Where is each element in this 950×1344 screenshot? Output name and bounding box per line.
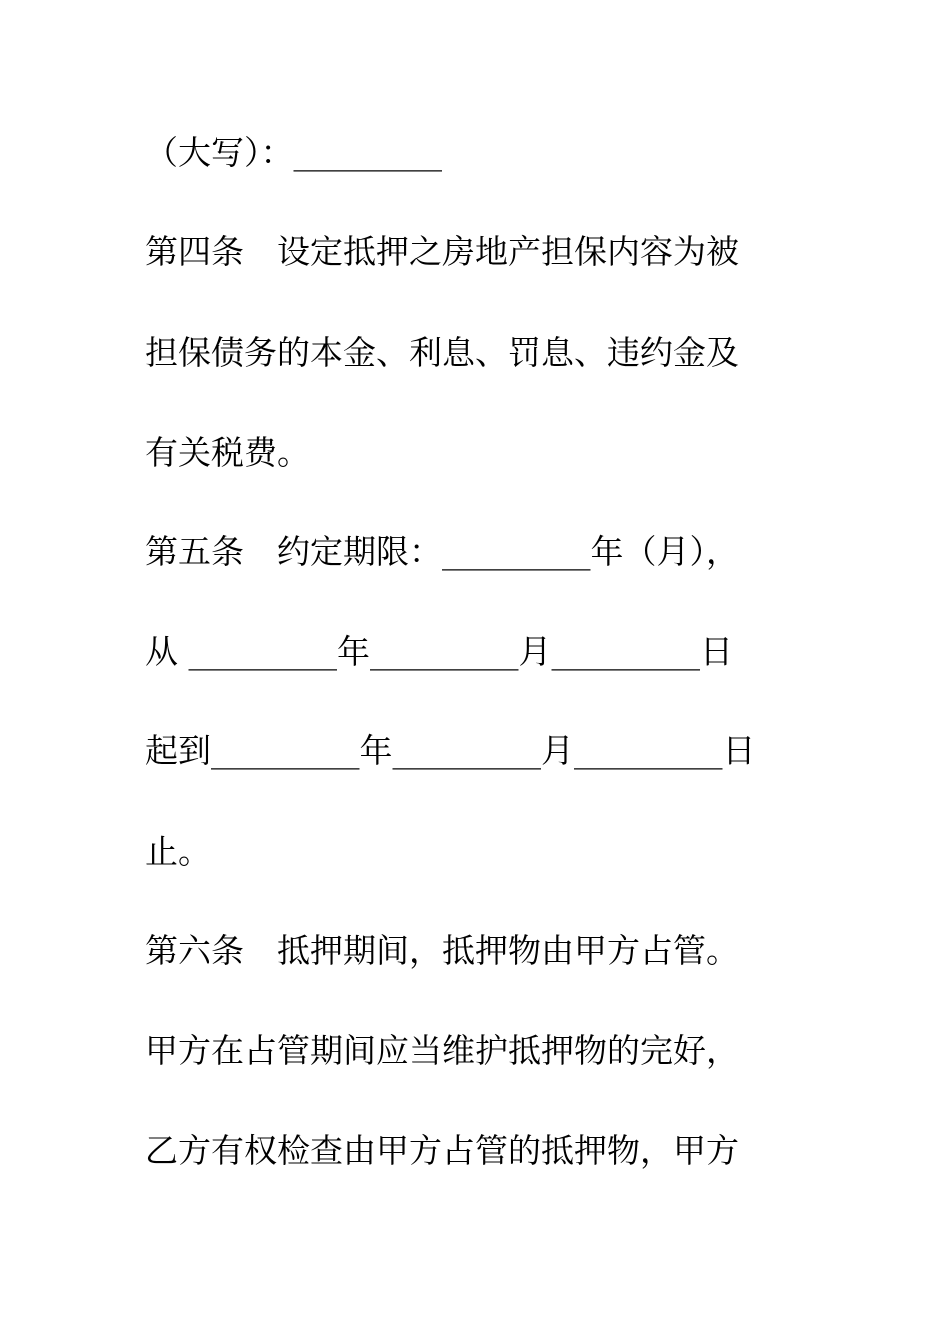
- text-line-article-6-cont2: 乙方有权检查由甲方占管的抵押物，甲方: [145, 1131, 739, 1170]
- text-line-article-5-end: 止。: [145, 832, 211, 871]
- text-line-end-date: 起到_________年_________月_________日: [145, 731, 756, 770]
- text-line-article-5: 第五条 约定期限：_________年（月），: [145, 532, 739, 571]
- text-line-amount-in-words: （大写）：_________: [145, 133, 442, 172]
- text-line-start-date: 从 _________年_________月_________日: [145, 632, 733, 671]
- text-line-article-4-cont: 担保债务的本金、利息、罚息、违约金及: [145, 333, 739, 372]
- text-line-article-6-cont: 甲方在占管期间应当维护抵押物的完好，: [145, 1031, 739, 1070]
- text-line-article-4: 第四条 设定抵押之房地产担保内容为被: [145, 232, 739, 271]
- text-line-article-4-end: 有关税费。: [145, 433, 310, 472]
- text-line-article-6: 第六条 抵押期间，抵押物由甲方占管。: [145, 931, 739, 970]
